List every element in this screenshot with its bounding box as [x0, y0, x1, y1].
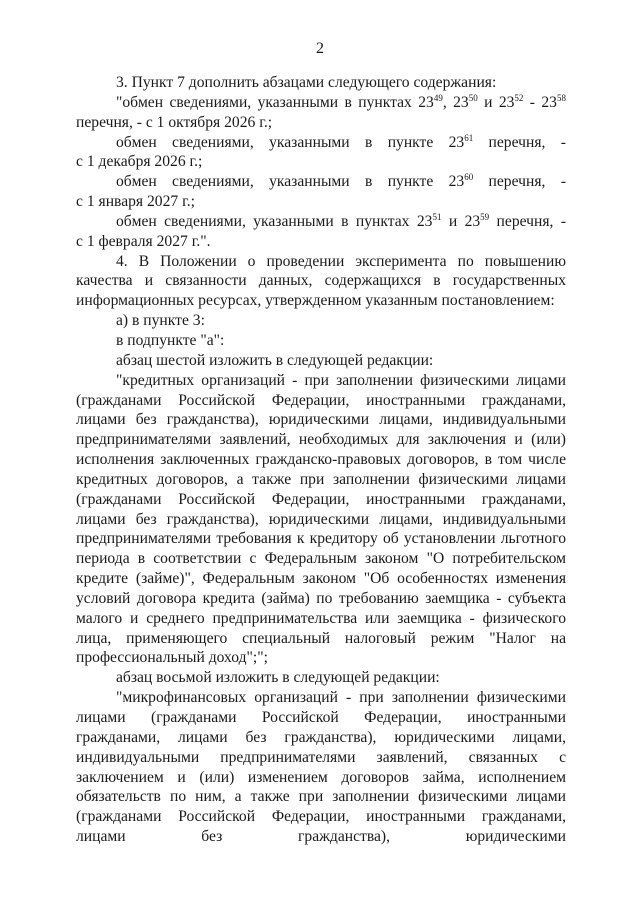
item3-para2-line1: обмен сведениями, указанными в пункте $23^{61}$ перечня, - — [116, 132, 566, 151]
item3-para1-line1: "обмен сведениями, указанными в пунктах $23^{49}$, $23^{50}$ и $23^{52} - 23^{58}$ — [116, 92, 566, 111]
item3-para4-line2: с 1 февраля 2027 г.". — [76, 232, 211, 250]
item4-sub-a-sub: в подпункте "а": — [116, 331, 225, 349]
para6-text: "кредитных организаций - при заполнении физическими лицами (гражданами Российской Федерации, иностранными гражданами, лицами без гражданства), юридическими лицами, индивидуальными предпринимателями заявлений, необходимых для заключения и (или) исполнения заключенных гражданско-правовых договоров, в том числе кредитных договоров, а также при заполнении физическими лицами (гражданами Российской Федерации, иностранными гражданами, лицами без гражданства), юридическими лицами, индивидуальными предпринимателями требования к кредитору об установлении льготного периода в соответствии с Федеральным законом "О потребительском кредите (займе)", Федеральным законом "Об особенностях изменения условий договора кредита (займа) по требованию заемщика - субъекта малого и среднего предпринимательства или заемщика - физического лица, применяющего специальный налоговый режим "Налог на профессиональный доход";"; — [76, 371, 566, 667]
page-number: 2 — [316, 40, 324, 57]
item3-para4-line1: обмен сведениями, указанными в пунктах $23^{51}$ и $23^{59}$ перечня, - — [116, 211, 566, 230]
item4-heading: 4. В Положении о проведении эксперимента по повышению качества и связанности данных, содержащихся в государственных информационных ресурсах, утвержденном указанным постановлением: — [76, 252, 566, 310]
item3-para3-line2: с 1 января 2027 г.; — [76, 193, 195, 211]
item3-para1-line2: перечня, - с 1 октября 2026 г.; — [76, 113, 273, 131]
para8-intro: абзац восьмой изложить в следующей редакции: — [116, 669, 440, 687]
document-body — [76, 73, 566, 847]
item4-sub-a: а) в пункте 3: — [116, 312, 205, 330]
para6-intro: абзац шестой изложить в следующей редакции: — [116, 351, 434, 369]
para8-text: "микрофинансовых организаций - при заполнении физическими лицами (гражданами Российской Федерации, иностранными гражданами, лицами без гражданства), юридическими лицами, индивидуальными предпринимателями заявлений, связанных с заключением и (или) изменением договоров займа, исполнением обязательств по ним, а также при заполнении физическими лицами (гражданами Российской Федерации, иностранными гражданами, лицами без гражданства), юридическими — [76, 689, 566, 846]
item3-para3-line1: обмен сведениями, указанными в пункте $23^{60}$ перечня, - — [116, 172, 566, 191]
item3-heading: 3. Пункт 7 дополнить абзацами следующего содержания: — [116, 74, 497, 91]
item3-para2-line2: с 1 декабря 2026 г.; — [76, 153, 203, 171]
